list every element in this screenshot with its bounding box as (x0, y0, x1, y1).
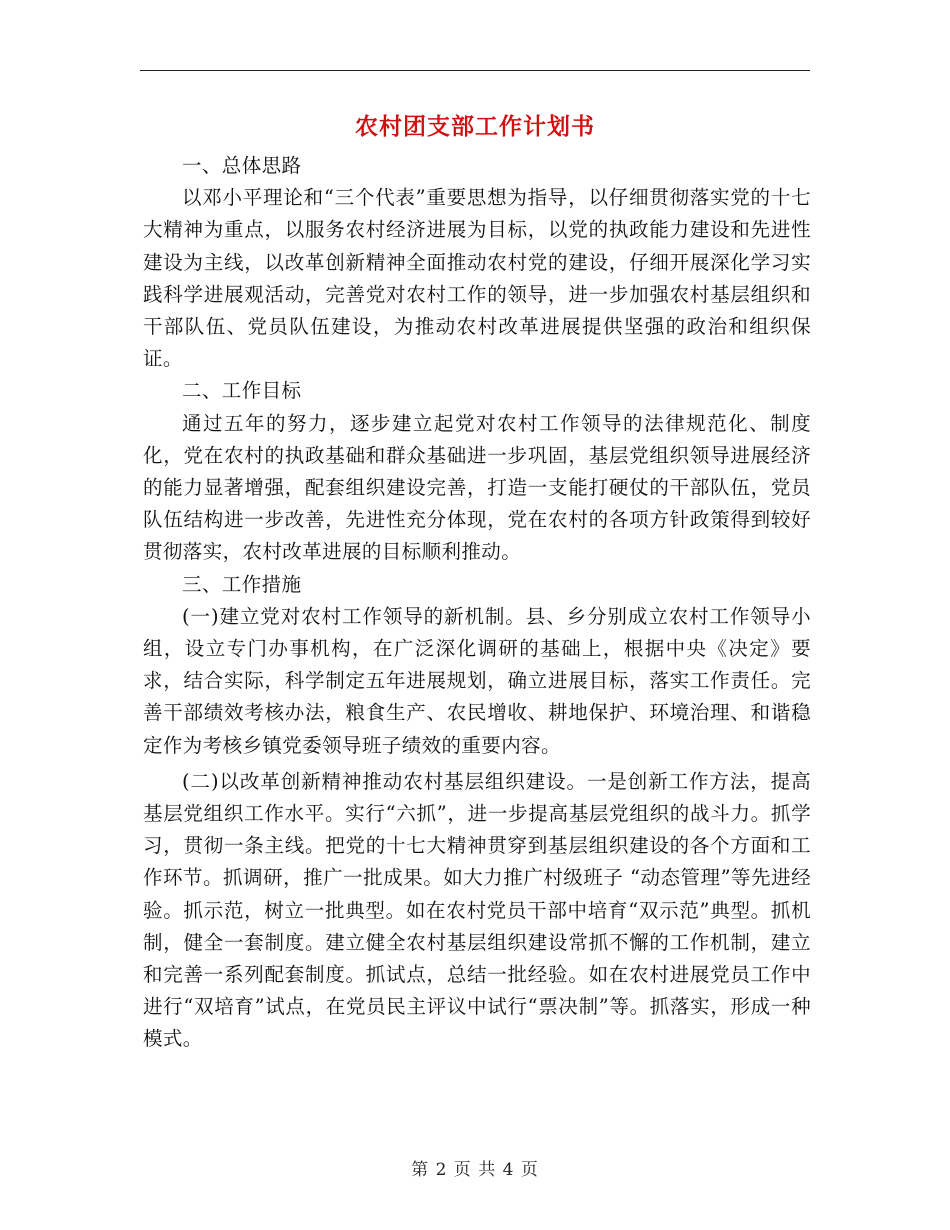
page-number-footer: 第 2 页 共 4 页 (411, 1160, 539, 1180)
header-rule (140, 70, 810, 71)
document-body (143, 150, 811, 1056)
paragraph-overall-approach: 以邓小平理论和“三个代表”重要思想为指导，以仔细贯彻落实党的十七大精神为重点，以服务农村经济进展为目标，以党的执政能力建设和先进性建设为主线，以改革创新精神全面推动农村党的建设，仔细开展深化学习实践科学进展观活动，完善党对农村工作的领导，进一步加强农村基层组织和干部队伍、党员队伍建设，为推动农村改革进展提供坚强的政治和组织保证。 (143, 186, 811, 371)
section-heading-3: 三、工作措施 (182, 572, 302, 596)
section-heading-1: 一、总体思路 (182, 154, 302, 177)
paragraph-measure-2: (二)以改革创新精神推动农村基层组织建设。一是创新工作方法，提高基层党组织工作水平。实行“六抓”，进一步提高基层党组织的战斗力。抓学习，贯彻一条主线。把党的十七大精神贯穿到基层组织建设的各个方面和工作环节。抓调研，推广一批成果。如大力推广村级班子 “动态管理”等先进经验。抓示范，树立一批典型。如在农村党员干部中培育“双示范”典型。抓机制，健全一套制度。建立健全农村基层组织建设常抓不懈的工作机制，建立和完善一系列配套制度。抓试点，总结一批经验。如在农村进展党员工作中进行“双培育”试点，在党员民主评议中试行“票决制”等。抓落实，形成一种模式。 (143, 769, 811, 1051)
document-title: 农村团支部工作计划书 (355, 113, 595, 140)
section-heading-2: 二、工作目标 (182, 379, 302, 403)
paragraph-measure-1: (一)建立党对农村工作领导的新机制。县、乡分别成立农村工作领导小组，设立专门办事机构，在广泛深化调研的基础上，根据中央《决定》要求，结合实际，科学制定五年进展规划，确立进展目标，落实工作责任。完善干部绩效考核办法，粮食生产、农民增收、耕地保护、环境治理、和谐稳定作为考核乡镇党委领导班子绩效的重要内容。 (143, 604, 811, 757)
paragraph-work-goals: 通过五年的努力，逐步建立起党对农村工作领导的法律规范化、制度化，党在农村的执政基础和群众基础进一步巩固，基层党组织领导进展经济的能力显著增强，配套组织建设完善，打造一支能打硬仗的干部队伍，党员队伍结构进一步改善，先进性充分体现，党在农村的各项方针政策得到较好贯彻落实，农村改革进展的目标顺利推动。 (143, 411, 811, 564)
